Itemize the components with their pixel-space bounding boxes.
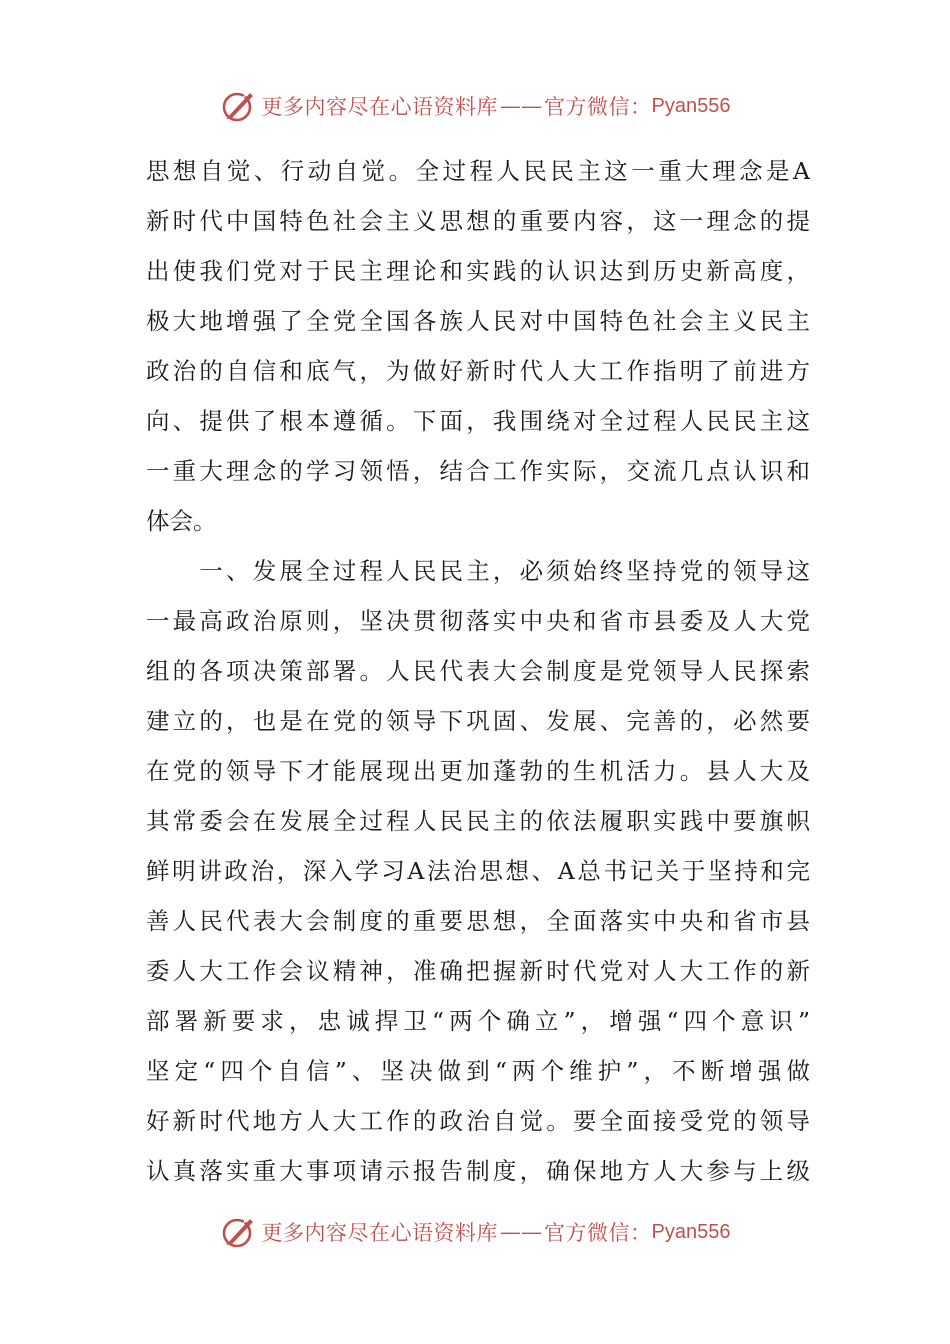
- text-line: 部署新要求，忠诚捍卫“两个确立”，增强“四个意识”: [146, 1007, 810, 1035]
- text-line: 一最高政治原则，坚决贯彻落实中央和省市县委及人大党: [146, 607, 810, 635]
- text-line: 向、提供了根本遵循。下面，我围绕对全过程人民民主这: [146, 407, 810, 435]
- watermark-dash: ——: [500, 1220, 543, 1244]
- text-line: 建立的，也是在党的领导下巩固、发展、完善的，必然要: [146, 707, 810, 735]
- paragraph-2: [146, 546, 810, 1196]
- text-line: 一重大理念的学习领悟，结合工作实际，交流几点认识和: [146, 457, 810, 485]
- text-line: 认真落实重大事项请示报告制度，确保地方人大参与上级: [146, 1157, 810, 1185]
- quill-logo-icon: [220, 1214, 256, 1250]
- text-line: 出使我们党对于民主理论和实践的认识达到历史新高度，: [146, 257, 810, 285]
- watermark-id: Pyan556: [651, 94, 731, 117]
- watermark-text: 更多内容尽在心语资料库: [261, 1221, 499, 1245]
- text-line: 善人民代表大会制度的重要思想，全面落实中央和省市县: [146, 907, 810, 935]
- header-watermark: [0, 86, 950, 126]
- text-line: 组的各项决策部署。人民代表大会制度是党领导人民探索: [146, 657, 810, 685]
- document-body: [146, 146, 810, 1196]
- text-line: 好新时代地方人大工作的政治自觉。要全面接受党的领导: [146, 1107, 810, 1135]
- text-line: 鲜明讲政治，深入学习A法治思想、A总书记关于坚持和完: [146, 857, 810, 885]
- text-line: 极大地增强了全党全国各族人民对中国特色社会主义民主: [146, 307, 810, 335]
- watermark-id: Pyan556: [651, 1220, 731, 1243]
- text-line: 委人大工作会议精神，准确把握新时代党对人大工作的新: [146, 957, 810, 985]
- text-line: 坚定“四个自信”、坚决做到“两个维护”，不断增强做: [146, 1057, 810, 1085]
- text-line: 政治的自信和底气，为做好新时代人大工作指明了前进方: [146, 357, 810, 385]
- text-line: 在党的领导下才能展现出更加蓬勃的生机活力。县人大及: [146, 757, 810, 785]
- watermark-text: 更多内容尽在心语资料库: [261, 95, 499, 119]
- text-line: 体会。: [146, 507, 217, 535]
- watermark-dash: ——: [500, 94, 543, 118]
- text-line: 一、发展全过程人民民主，必须始终坚持党的领导这: [146, 557, 810, 585]
- quill-logo-icon: [220, 88, 256, 124]
- text-line: 新时代中国特色社会主义思想的重要内容，这一理念的提: [146, 207, 810, 235]
- text-line: 思想自觉、行动自觉。全过程人民民主这一重大理念是A: [146, 157, 810, 185]
- paragraph-1: [146, 146, 810, 546]
- watermark-label: 官方微信：: [544, 1221, 652, 1245]
- text-line: 其常委会在发展全过程人民民主的依法履职实践中要旗帜: [146, 807, 810, 835]
- watermark-label: 官方微信：: [544, 95, 652, 119]
- footer-watermark: [0, 1212, 950, 1252]
